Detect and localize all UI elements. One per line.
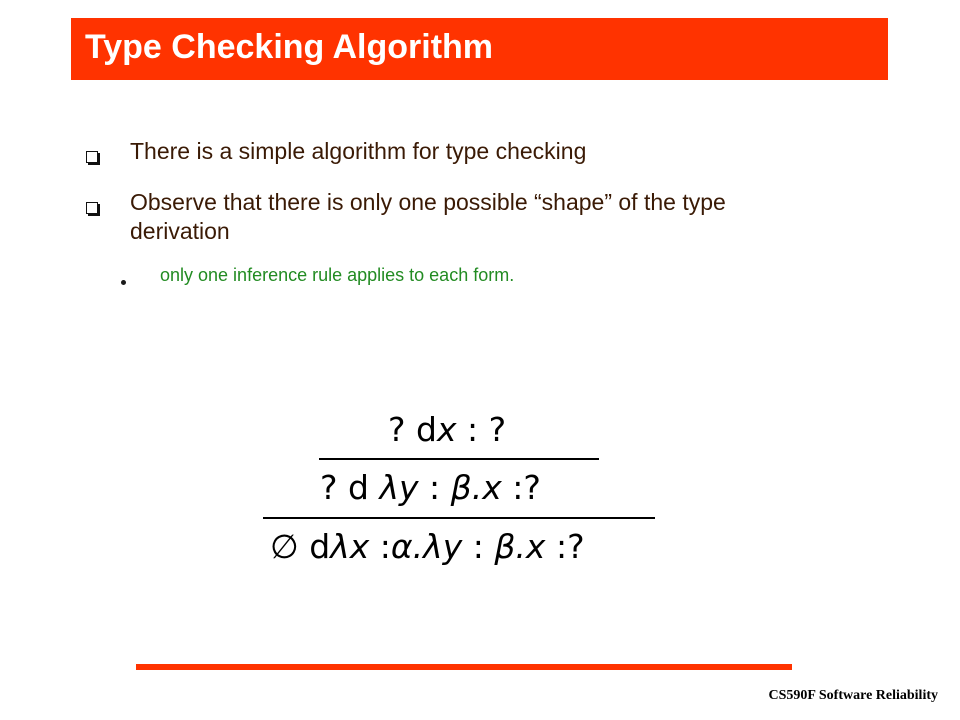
inference-rule-line-1 — [319, 458, 599, 460]
slide-title: Type Checking Algorithm — [85, 28, 494, 66]
lambda-symbol: λ — [379, 468, 399, 507]
bullet-square-icon — [86, 151, 98, 163]
type-separator: : — [555, 527, 568, 566]
derivation-premise-1 — [388, 410, 506, 449]
footer-course-label: CS590F Software Reliability — [768, 688, 938, 703]
sub-bullet-text: only one inference rule applies to each form. — [160, 265, 515, 285]
lambda-body: .x — [515, 527, 546, 566]
empty-set-symbol: ∅ — [270, 527, 299, 566]
inference-rule-line-2 — [263, 517, 655, 519]
binder-colon: : — [379, 527, 391, 566]
derivation-conclusion — [270, 527, 585, 566]
type-separator: : — [512, 468, 524, 507]
type-symbol: ? — [567, 527, 585, 566]
lambda-body: .x — [471, 468, 502, 507]
footer-accent-bar — [136, 664, 792, 670]
beta-symbol: β — [494, 527, 516, 566]
lambda-symbol: λ — [423, 527, 443, 566]
beta-symbol: β — [450, 468, 472, 507]
expression: x — [436, 410, 457, 449]
variable: y — [399, 468, 419, 507]
turnstile-symbol: d — [348, 468, 369, 507]
bullet-square-icon — [86, 202, 98, 214]
derivation-premise-2 — [320, 468, 541, 507]
turnstile-symbol: d — [309, 527, 331, 566]
variable: x — [349, 527, 370, 566]
type-symbol: ? — [523, 468, 541, 507]
lambda-symbol: λ — [330, 527, 350, 566]
title-bar — [71, 18, 888, 80]
bullet-text-1: There is a simple algorithm for type checking — [130, 138, 587, 164]
variable: y — [442, 527, 463, 566]
alpha-symbol: α — [390, 527, 413, 566]
type-symbol: ? — [488, 410, 507, 449]
context-symbol: ? — [320, 468, 338, 507]
dot-symbol: . — [412, 527, 424, 566]
binder-colon: : — [429, 468, 441, 507]
context-symbol: ? — [388, 410, 406, 449]
binder-colon: : — [472, 527, 484, 566]
type-separator: : — [467, 410, 479, 449]
turnstile-symbol: d — [416, 410, 437, 449]
sub-bullet-dot-icon — [121, 280, 126, 285]
bullet-text-2: Observe that there is only one possible “shape” of the type derivation — [130, 189, 726, 244]
